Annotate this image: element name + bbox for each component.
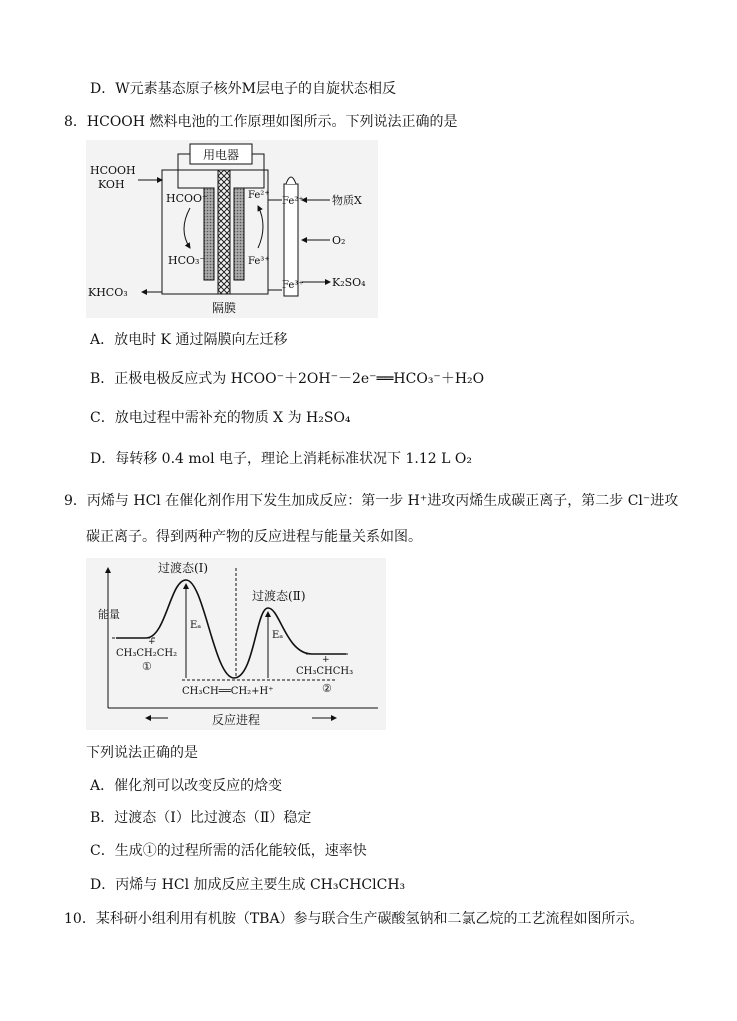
q8-option-a: A．放电时 K 通过隔膜向左迁移 xyxy=(90,332,288,348)
right-electrode xyxy=(234,188,244,280)
right-charge: + xyxy=(322,655,330,665)
q8-option-b: B．正极电极反应式为 HCOO⁻＋2OH⁻－2e⁻══HCO₃⁻＋H₂O xyxy=(90,371,485,387)
q9-option-b: B．过渡态（Ⅰ）比过渡态（Ⅱ）稳定 xyxy=(90,810,312,826)
q9-option-d: D．丙烯与 HCl 加成反应主要生成 CH₃CHClCH₃ xyxy=(90,877,406,893)
k2so4-label: K₂SO₄ xyxy=(332,276,366,289)
left-species: CH₃CH₂CH₂ xyxy=(116,648,178,659)
left-product: HCO₃⁻ xyxy=(168,254,206,267)
q9-energy-diagram xyxy=(86,558,386,730)
q9-option-a: A．催化剂可以改变反应的焓变 xyxy=(90,778,283,794)
q8-battery-figure xyxy=(86,140,378,318)
ts1-label: 过渡态(Ⅰ) xyxy=(158,561,209,575)
ts2-label: 过渡态(Ⅱ) xyxy=(252,589,306,603)
q8-stem: 8．HCOOH 燃料电池的工作原理如图所示。下列说法正确的是 xyxy=(64,114,458,130)
cell-frame xyxy=(162,170,268,294)
right-mark: ② xyxy=(322,682,332,695)
left-mark: ① xyxy=(142,660,152,673)
q9-stem-line1: 9．丙烯与 HCl 在催化剂作用下发生加成反应：第一步 H⁺进攻丙烯生成碳正离子，第二步 Cl⁻进攻 xyxy=(64,493,679,509)
left-charge: + xyxy=(148,637,156,647)
right-species: CH₃CHCH₃ xyxy=(296,666,354,677)
y-axis-label: 能量 xyxy=(98,608,120,621)
q10-stem: 10．某科研小组利用有机胺（TBA）参与联合生产碳酸氢钠和二氯乙烷的工艺流程如图所示。 xyxy=(64,911,644,927)
ea2-label: Eₐ xyxy=(272,630,284,641)
q8-option-c: C．放电过程中需补充的物质 X 为 H₂SO₄ xyxy=(90,410,351,426)
inlet-hcooh: HCOOH xyxy=(90,164,136,177)
outlet-khco3: KHCO₃ xyxy=(88,286,128,299)
q9-energy-figure xyxy=(86,558,386,730)
left-reactant: HCOO⁻ xyxy=(166,192,208,205)
start-species: CH₃CH══CH₂+H⁺ xyxy=(182,686,274,697)
ea1-label: Eₐ xyxy=(190,620,202,631)
right-ion-fe3: Fe³⁺ xyxy=(248,256,270,267)
q9-stem-line2: 碳正离子。得到两种产物的反应进程与能量关系如图。 xyxy=(86,529,422,545)
inlet-koh: KOH xyxy=(98,178,125,191)
x-axis-label: 反应进程 xyxy=(211,713,261,727)
substance-x: 物质X xyxy=(332,194,362,207)
bottom-ion: Fe³⁺ xyxy=(282,280,304,291)
top-ion: Fe²⁺ xyxy=(282,196,304,207)
device-label: 用电器 xyxy=(202,148,240,162)
q9-lead: 下列说法正确的是 xyxy=(86,745,198,761)
membrane-label: 隔膜 xyxy=(211,301,237,315)
q8-battery-diagram xyxy=(86,140,378,318)
o2-label: O₂ xyxy=(332,234,346,247)
q8-option-d: D．每转移 0.4 mol 电子，理论上消耗标准状况下 1.12 L O₂ xyxy=(90,451,472,467)
membrane xyxy=(218,170,230,294)
prev-option-d: D．W元素基态原子核外M层电子的自旋状态相反 xyxy=(90,81,396,97)
q9-option-c: C．生成①的过程所需的活化能较低，速率快 xyxy=(90,843,367,859)
right-ion-fe2: Fe²⁺ xyxy=(248,190,270,201)
